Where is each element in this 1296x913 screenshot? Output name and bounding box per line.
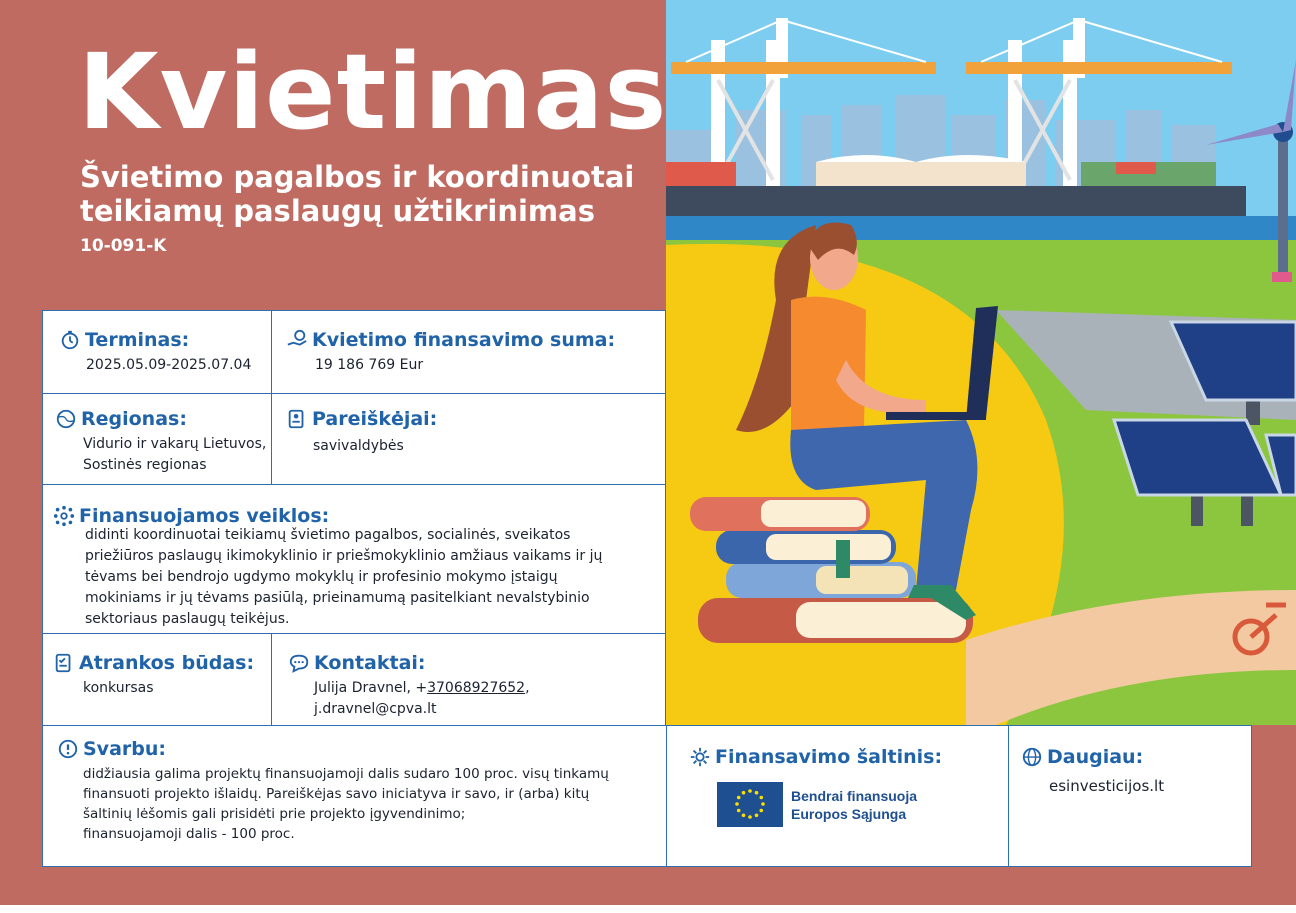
applicants-cell [271,393,666,485]
important-line: didžiausia galima projektų finansuojamoji dalis sudaro 100 proc. visų tinkamų [83,766,609,782]
applicants-value: savivaldybės [313,438,404,454]
important-line: finansuojamoji dalis - 100 proc. [83,826,295,842]
contacts-label: Kontaktai: [314,652,426,674]
page-subtitle: Švietimo pagalbos ir koordinuotai teikiamų paslaugų užtikrinimas [80,160,635,228]
more-info-label: Daugiau: [1047,746,1144,768]
contact-name: Julija Dravnel, + [314,680,428,696]
funded-activities-line: tėvams bei bendrojo ugdymo mokyklų ir profesinio mokymo įstaigų [85,569,558,585]
bottom-strip [0,905,1296,913]
eu-logo-line2: Europos Sąjunga [791,805,907,822]
applicants-label: Pareiškėjai: [312,408,438,430]
contacts-cell [271,633,666,726]
document-person-icon [286,408,308,430]
funding-amount-cell [271,310,666,394]
illustration [666,0,1296,725]
stopwatch-icon [59,329,81,351]
funding-source-label: Finansavimo šaltinis: [715,746,943,768]
deadline-cell [42,310,272,394]
important-label: Svarbu: [83,738,166,760]
selection-method-value: konkursas [83,680,154,696]
funded-activities-line: didinti koordinuotai teikiamų švietimo pagalbos, socialinės, sveikatos [85,527,571,543]
sun-gear-icon [689,746,711,768]
funded-activities-line: priežiūros paslaugų ikimokyklinio ir priešmokyklinio amžiaus vaikams ir jų [85,548,603,564]
contact-line [314,678,530,699]
exclamation-circle-icon [57,738,79,760]
selection-method-label: Atrankos būdas: [79,652,255,674]
funding-source-cell [666,725,1009,867]
www-globe-icon [1021,746,1043,768]
deadline-value: 2025.05.09-2025.07.04 [86,357,252,373]
network-icon [53,505,75,527]
more-info-link[interactable]: esinvesticijos.lt [1049,777,1165,795]
region-value-line2: Sostinės regionas [83,457,207,473]
funding-amount-label: Kvietimo finansavimo suma: [312,329,616,351]
contact-email[interactable]: j.dravnel@cpva.lt [314,701,437,717]
hand-coin-icon [286,329,308,351]
deadline-label: Terminas: [85,329,190,351]
region-cell [42,393,272,485]
funded-activities-line: sektoriaus paslaugų teikėjus. [85,611,290,627]
selection-method-cell [42,633,272,726]
funded-activities-line: mokiniams ir jų tėvams pasiūlą, prieinamumą pasitelkiant nevalstybinio [85,590,590,606]
chat-bubble-icon [288,652,310,674]
contact-phone-link[interactable]: 37068927652 [427,680,526,696]
funded-activities-cell [42,484,666,634]
region-label: Regionas: [81,408,187,430]
funded-activities-label: Finansuojamos veiklos: [79,505,330,527]
funding-amount-value: 19 186 769 Eur [315,357,424,373]
checklist-icon [53,652,75,674]
important-line: finansuoti projekto išlaidų. Pareiškėjas savo iniciatyva ir savo, ir (arba) kitų [83,786,590,802]
important-cell [42,725,667,867]
eu-logo-line1: Bendrai finansuoja [791,787,918,804]
contact-comma: , [525,680,530,696]
globe-location-icon [55,408,77,430]
important-line: šaltinių lėšomis gali prisidėti prie projekto įgyvendinimo; [83,806,466,822]
call-code: 10-091-K [80,236,167,256]
eu-flag-icon [717,782,783,827]
region-value-line1: Vidurio ir vakarų Lietuvos, [83,436,267,452]
page-title: Kvietimas [78,31,668,153]
pier [666,186,1246,216]
more-info-cell [1008,725,1252,867]
eu-cofunded-logo [717,782,917,827]
illustration-svg [666,0,1296,725]
